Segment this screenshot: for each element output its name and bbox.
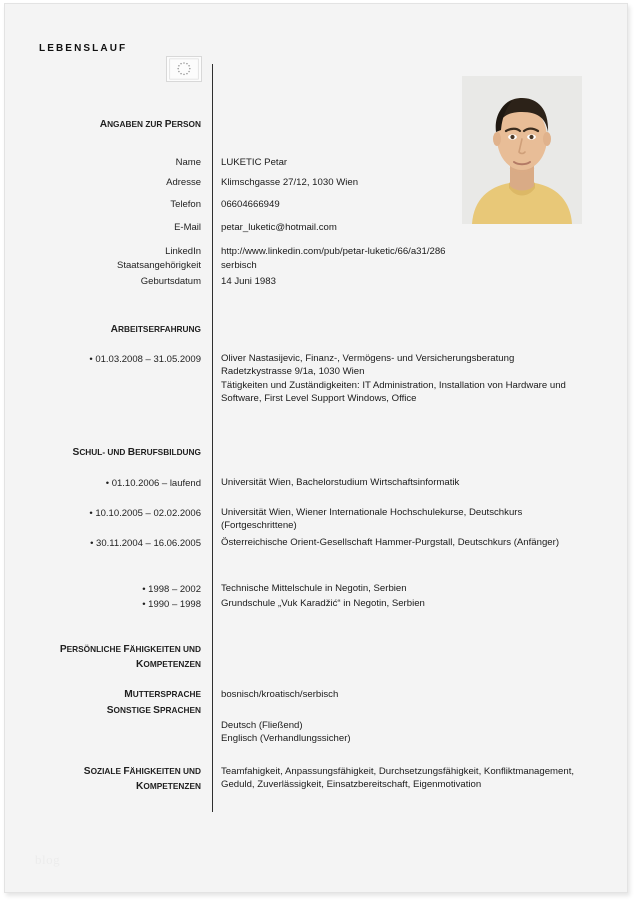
education-dates: • 01.10.2006 – laufend	[105, 478, 201, 489]
document-header	[5, 4, 627, 56]
social-skills-label-line1: SOZIALE FÄHIGKEITEN UND	[83, 766, 201, 777]
field-label-email: E-Mail	[174, 222, 201, 233]
field-label-name: Name	[175, 157, 201, 168]
language-german: Deutsch (Fließend)	[221, 720, 303, 731]
section-heading-experience-label: ARBEITSERFAHRUNG	[110, 324, 201, 335]
education-dates: • 30.11.2004 – 16.06.2005	[90, 538, 201, 549]
field-value-name: LUKETIC Petar	[221, 157, 288, 168]
experience-details	[221, 352, 583, 406]
field-label-nationality: Staatsangehörigkeit	[117, 260, 201, 271]
section-heading-skills-label2: KOMPETENZEN	[136, 659, 201, 670]
languages-mother-tongue-value: bosnisch/kroatisch/serbisch	[221, 689, 339, 700]
field-label-birthdate: Geburtsdatum	[140, 276, 201, 287]
languages-other-value	[221, 719, 583, 746]
watermark: blog	[35, 852, 61, 867]
education-dates: • 10.10.2005 – 02.02.2006	[89, 508, 201, 519]
field-label-phone: Telefon	[170, 199, 201, 210]
cv-page	[4, 3, 628, 893]
experience-address: Radetzkystrasse 9/1a, 1030 Wien	[221, 366, 365, 378]
eu-flag-icon	[166, 56, 202, 82]
section-heading-skills-label: PERSÖNLICHE FÄHIGKEITEN UND	[59, 644, 201, 655]
education-description: Österreichische Orient-Gesellschaft Hammer-Purgstall, Deutschkurs (Anfänger)	[221, 537, 560, 548]
experience-dates: • 01.03.2008 – 31.05.2009	[89, 354, 201, 365]
education-description: Universität Wien, Bachelorstudium Wirtschaftsinformatik	[221, 477, 460, 488]
languages-label-other: SONSTIGE SPRACHEN	[106, 705, 201, 716]
language-english: Englisch (Verhandlungssicher)	[221, 733, 351, 745]
field-label-address: Adresse	[166, 177, 201, 188]
languages-label-mother-tongue: MUTTERSPRACHE	[124, 689, 201, 700]
experience-employer: Oliver Nastasijevic, Finanz-, Vermögens- und Versicherungsberatung	[221, 353, 515, 364]
field-value-birthdate: 14 Juni 1983	[221, 276, 276, 287]
education-description: Universität Wien, Wiener Internationale Hochschulekurse, Deutschkurs (Fortgeschrittene)	[221, 507, 523, 532]
social-skills-value: Teamfahigkeit, Anpassungsfähigkeit, Durchsetzungsfähigkeit, Konfliktmanagement, Geduld, Zuverlässigkeit, Einsatzbereitschaft, Eigenmotivation	[221, 766, 575, 791]
page-title: LEBENSLAUF	[39, 43, 128, 54]
field-value-email[interactable]: petar_luketic@hotmail.com	[221, 222, 337, 233]
field-value-address: Klimschgasse 27/12, 1030 Wien	[221, 177, 359, 188]
school-dates: • 1998 – 2002	[142, 584, 201, 595]
experience-duties: Tätigkeiten und Zuständigkeiten: IT Administration, Installation von Hardware und Software, First Level Support Windows, Office	[221, 379, 566, 405]
column-divider	[212, 64, 213, 812]
section-heading-personal-label: ANGABEN ZUR PERSON	[99, 119, 201, 130]
school-description: Technische Mittelschule in Negotin, Serbien	[221, 583, 407, 594]
social-skills-label-line2: KOMPETENZEN	[136, 781, 201, 792]
field-value-phone: 06604666949	[221, 199, 280, 210]
school-description: Grundschule „Vuk Karadžić“ in Negotin, Serbien	[221, 598, 425, 609]
field-label-linkedin: LinkedIn	[165, 246, 201, 257]
section-heading-education-label: SCHUL- UND BERUFSBILDUNG	[72, 447, 201, 458]
field-value-linkedin[interactable]: http://www.linkedin.com/pub/petar-luketic/66/a31/286	[221, 246, 446, 257]
school-dates: • 1990 – 1998	[142, 599, 201, 610]
field-value-nationality: serbisch	[221, 260, 257, 271]
